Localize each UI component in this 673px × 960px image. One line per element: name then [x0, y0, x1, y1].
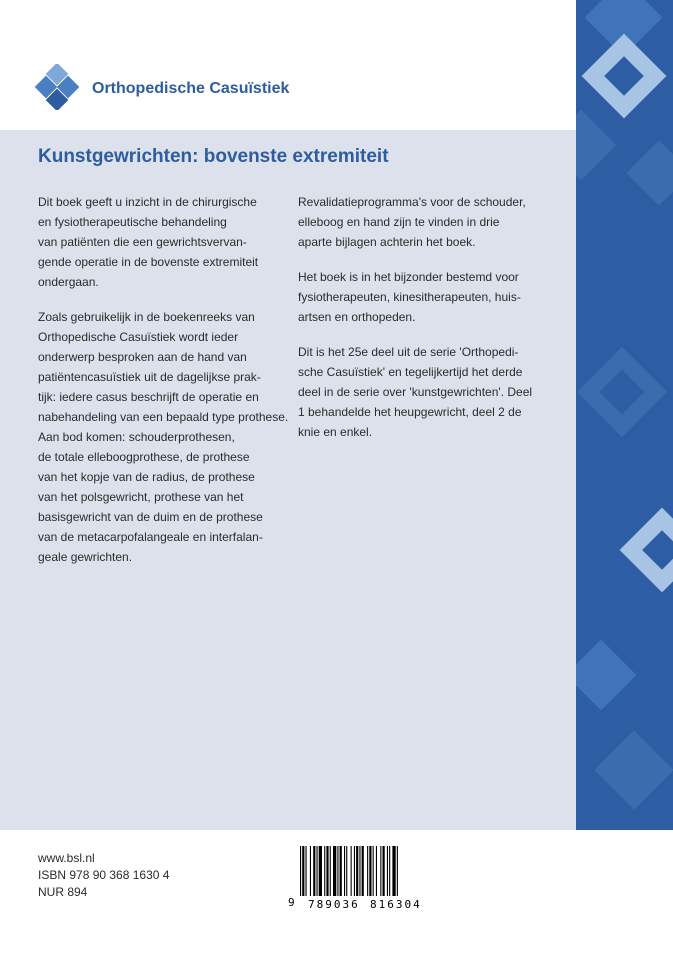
barcode-bars [288, 842, 440, 898]
text-line: basisgewricht van de duim en de prothese [38, 510, 263, 524]
paragraph-gap [38, 292, 276, 307]
side-decoration-strip [576, 0, 673, 830]
text-line: fysiotherapeuten, kinesitherapeuten, huis- [298, 290, 521, 304]
text-line: patiëntencasuïstiek uit de dagelijkse prak- [38, 370, 261, 384]
top-band [0, 0, 576, 130]
barcode-bar [300, 846, 301, 896]
text-line: artsen en orthopeden. [298, 310, 416, 324]
text-line: Zoals gebruikelijk in de boekenreeks van [38, 310, 255, 324]
text-line: knie en enkel. [298, 425, 373, 439]
barcode-bar [337, 846, 338, 896]
text-line: van patiënten die een gewrichtsvervan- [38, 235, 247, 249]
paragraph-gap [298, 252, 560, 267]
text-line: deel in de serie over 'kunstgewrichten'. Deel [298, 385, 533, 399]
barcode-bar [346, 846, 347, 896]
brand-name: Orthopedische Casuïstiek [92, 80, 290, 97]
text-line: Revalidatieprogramma's voor de schouder, [298, 195, 526, 209]
book-title: Kunstgewrichten: bovenste extremiteit [38, 146, 389, 167]
text-line: Dit is het 25e deel uit de serie 'Orthopedi- [298, 345, 519, 359]
barcode-bar [326, 846, 328, 896]
decorative-diamond [594, 730, 673, 809]
text-line: ondergaan. [38, 275, 99, 289]
barcode-bar [367, 846, 368, 896]
barcode-bar [362, 846, 364, 896]
text-line: de totale elleboogprothese, de prothese [38, 450, 250, 464]
isbn-barcode [288, 842, 440, 912]
nur-code: NUR 894 [38, 885, 88, 899]
text-line: van het kopje van de radius, de prothese [38, 470, 255, 484]
text-line: aparte bijlagen achterin het boek. [298, 235, 476, 249]
isbn-number: ISBN 978 90 368 1630 4 [38, 868, 170, 882]
barcode-bar [376, 846, 377, 896]
barcode-bar [356, 846, 358, 896]
paragraph-gap [298, 327, 560, 342]
barcode-bar [324, 846, 325, 896]
barcode-bar [319, 846, 322, 896]
barcode-digits-right: 816304 [370, 898, 422, 911]
text-line: Het boek is in het bijzonder bestemd voor [298, 270, 519, 284]
text-line: 1 behandelde het heupgewricht, deel 2 de [298, 405, 522, 419]
text-line: Orthopedische Casuïstiek wordt ieder [38, 330, 239, 344]
text-line: gende operatie in de bovenste extremiteit [38, 255, 259, 269]
text-line: tijk: iedere casus beschrijft de operatie en [38, 390, 259, 404]
text-line: en fysiotherapeutische behandeling [38, 215, 227, 229]
barcode-bar [344, 846, 345, 896]
decorative-diamond [626, 140, 673, 205]
text-line: elleboog en hand zijn te vinden in drie [298, 215, 500, 229]
barcode-digits-left: 789036 [308, 898, 360, 911]
barcode-bar [340, 846, 342, 896]
barcode-bar [330, 846, 331, 896]
bsl-diamond-logo-icon [34, 64, 80, 110]
barcode-bar [392, 846, 395, 896]
barcode-bar [302, 846, 304, 896]
barcode-bar [389, 846, 390, 896]
barcode-bar [373, 846, 374, 896]
decorative-diamond [576, 110, 616, 181]
barcode-digit-lead: 9 [288, 896, 295, 909]
barcode-bar [351, 846, 352, 896]
publisher-info [38, 850, 169, 901]
barcode-bar [306, 846, 307, 896]
decorative-diamond [576, 640, 636, 711]
description-right-column [298, 192, 560, 442]
website-link[interactable]: www.bsl.nl [38, 851, 95, 865]
text-line: sche Casuïstiek' en tegelijkertijd het derde [298, 365, 523, 379]
text-line: geale gewrichten. [38, 550, 133, 564]
barcode-bar [354, 846, 355, 896]
barcode-bar [359, 846, 360, 896]
barcode-bar [313, 846, 315, 896]
barcode-bar [383, 846, 385, 896]
description-left-column [38, 192, 289, 567]
text-line: Aan bod komen: schouderprothesen, [38, 430, 235, 444]
barcode-bar [317, 846, 318, 896]
barcode-bar [369, 846, 371, 896]
barcode-bar [310, 846, 311, 896]
barcode-bar [333, 846, 336, 896]
barcode-bar [397, 846, 398, 896]
text-line: nabehandeling van een bepaald type prothese. [38, 410, 289, 424]
text-line: Dit boek geeft u inzicht in de chirurgische [38, 195, 257, 209]
barcode-bar [380, 846, 381, 896]
text-line: van de metacarpofalangeale en interfalan- [38, 530, 263, 544]
text-line: van het polsgewricht, prothese van het [38, 490, 244, 504]
barcode-bar [387, 846, 388, 896]
text-line: onderwerp besproken aan de hand van [38, 350, 247, 364]
